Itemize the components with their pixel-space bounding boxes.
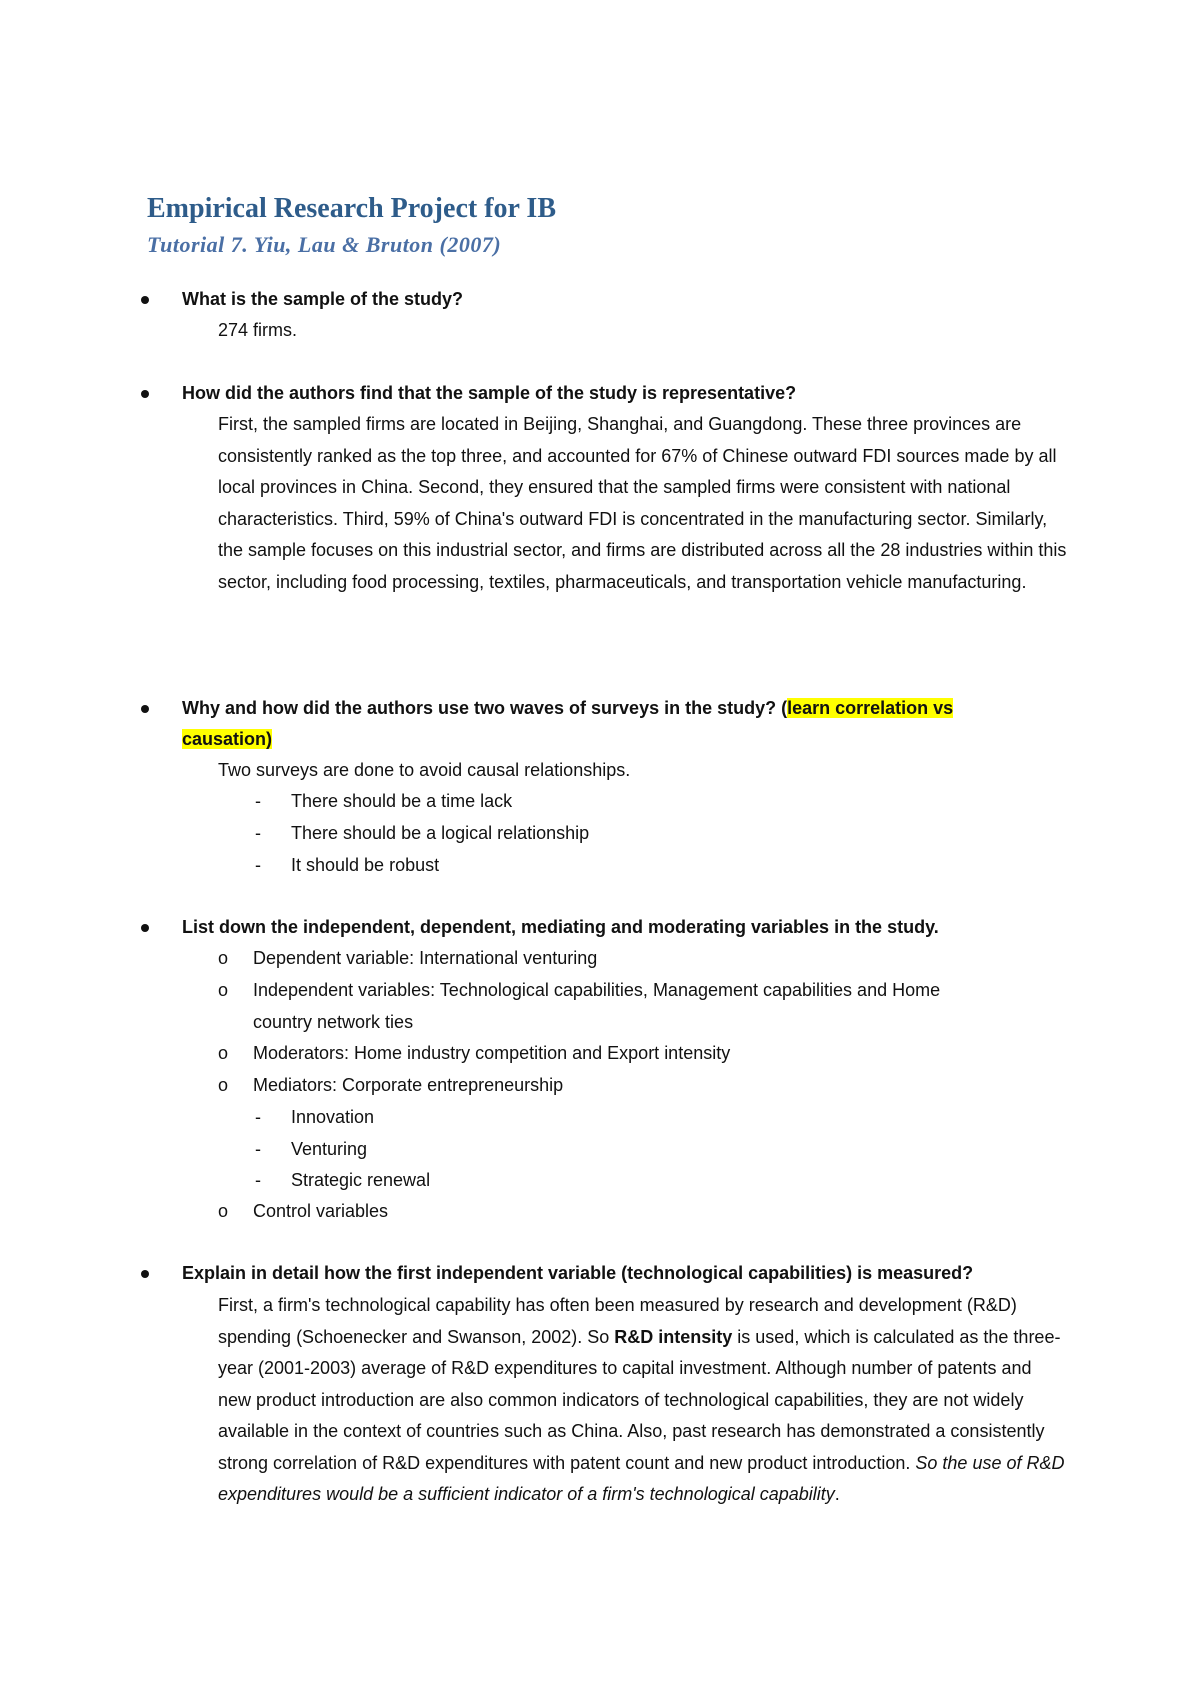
list-item: Venturing xyxy=(291,1139,368,1159)
list-item-continued: country network ties xyxy=(253,1012,414,1032)
answer-3: Two surveys are done to avoid causal relationships. xyxy=(218,760,631,780)
dash-marker: - xyxy=(255,1107,261,1127)
list-item: Dependent variable: International venturing xyxy=(253,948,598,968)
bullet-icon xyxy=(141,705,149,713)
bullet-icon xyxy=(141,390,149,398)
list-item: Control variables xyxy=(253,1201,389,1221)
list-item: Independent variables: Technological capabilities, Management capabilities and Home xyxy=(253,980,941,1000)
question-1: What is the sample of the study? xyxy=(182,289,464,309)
answer-5-part-2: is used, which is calculated as the three-year (2001-2003) average of R&D expenditures to capital investment. Although number of patents and new product introduction are also common indicators of technological capabilities, they are not widely available in the context of countries such as China. Also, past research has demonstrated a consistently strong correlation of R&D expenditures with patent count and new product introduction. xyxy=(218,1326,1061,1473)
answer-5-end: . xyxy=(834,1484,840,1504)
o-marker: o xyxy=(218,1201,229,1221)
o-marker: o xyxy=(218,1043,229,1063)
answer-5 xyxy=(218,1290,1068,1511)
question-5: Explain in detail how the first independent variable (technological capabilities) is measured? xyxy=(182,1263,974,1283)
dash-marker: - xyxy=(255,791,261,811)
list-item: Innovation xyxy=(291,1107,375,1127)
question-3 xyxy=(182,693,1022,755)
bullet-icon xyxy=(141,1270,149,1278)
question-3-paren: ( xyxy=(781,698,788,718)
answer-5-part-1: First, a firm's technological capability has often been measured by research and development (R&D) spending (Schoenecker and Swanson, 2002). So xyxy=(218,1295,1017,1347)
dash-marker: - xyxy=(255,1170,261,1190)
answer-1: 274 firms. xyxy=(218,320,298,340)
question-4: List down the independent, dependent, mediating and moderating variables in the study. xyxy=(182,917,939,937)
dash-marker: - xyxy=(255,1139,261,1159)
answer-5-bold-term: R&D intensity xyxy=(614,1326,733,1347)
o-marker: o xyxy=(218,980,229,1000)
list-item: There should be a time lack xyxy=(291,791,513,811)
dash-marker: - xyxy=(255,855,261,875)
o-marker: o xyxy=(218,948,229,968)
list-item: Moderators: Home industry competition and Export intensity xyxy=(253,1043,731,1063)
o-marker: o xyxy=(218,1075,229,1095)
bullet-icon xyxy=(141,296,149,304)
answer-5-italic-conclusion: So the use of R&D expenditures would be a sufficient indicator of a firm's technological capability xyxy=(218,1452,1065,1504)
page-subtitle: Tutorial 7. Yiu, Lau & Bruton (2007) xyxy=(147,232,502,257)
question-3-text: Why and how did the authors use two waves of surveys in the study? xyxy=(182,698,777,718)
list-item: Mediators: Corporate entrepreneurship xyxy=(253,1075,564,1095)
bullet-icon xyxy=(141,924,149,932)
answer-2: First, the sampled firms are located in Beijing, Shanghai, and Guangdong. These three provinces are consistently ranked as the top three, and accounted for 67% of Chinese outward FDI sources made by all local provinces in China. Second, they ensured that the sampled firms were consistent with national characteristics. Third, 59% of China's outward FDI is concentrated in the manufacturing sector. Similarly, the sample focuses on this industrial sector, and firms are distributed across all the 28 industries within this sector, including food processing, textiles, pharmaceuticals, and transportation vehicle manufacturing. xyxy=(218,414,1067,592)
list-item: There should be a logical relationship xyxy=(291,823,590,843)
list-item: It should be robust xyxy=(291,855,440,875)
dash-marker: - xyxy=(255,823,261,843)
page-title: Empirical Research Project for IB xyxy=(147,193,557,224)
question-2: How did the authors find that the sample of the study is representative? xyxy=(182,383,797,403)
list-item: Strategic renewal xyxy=(291,1170,431,1190)
highlighted-note: learn correlation vs causation) xyxy=(182,698,954,749)
